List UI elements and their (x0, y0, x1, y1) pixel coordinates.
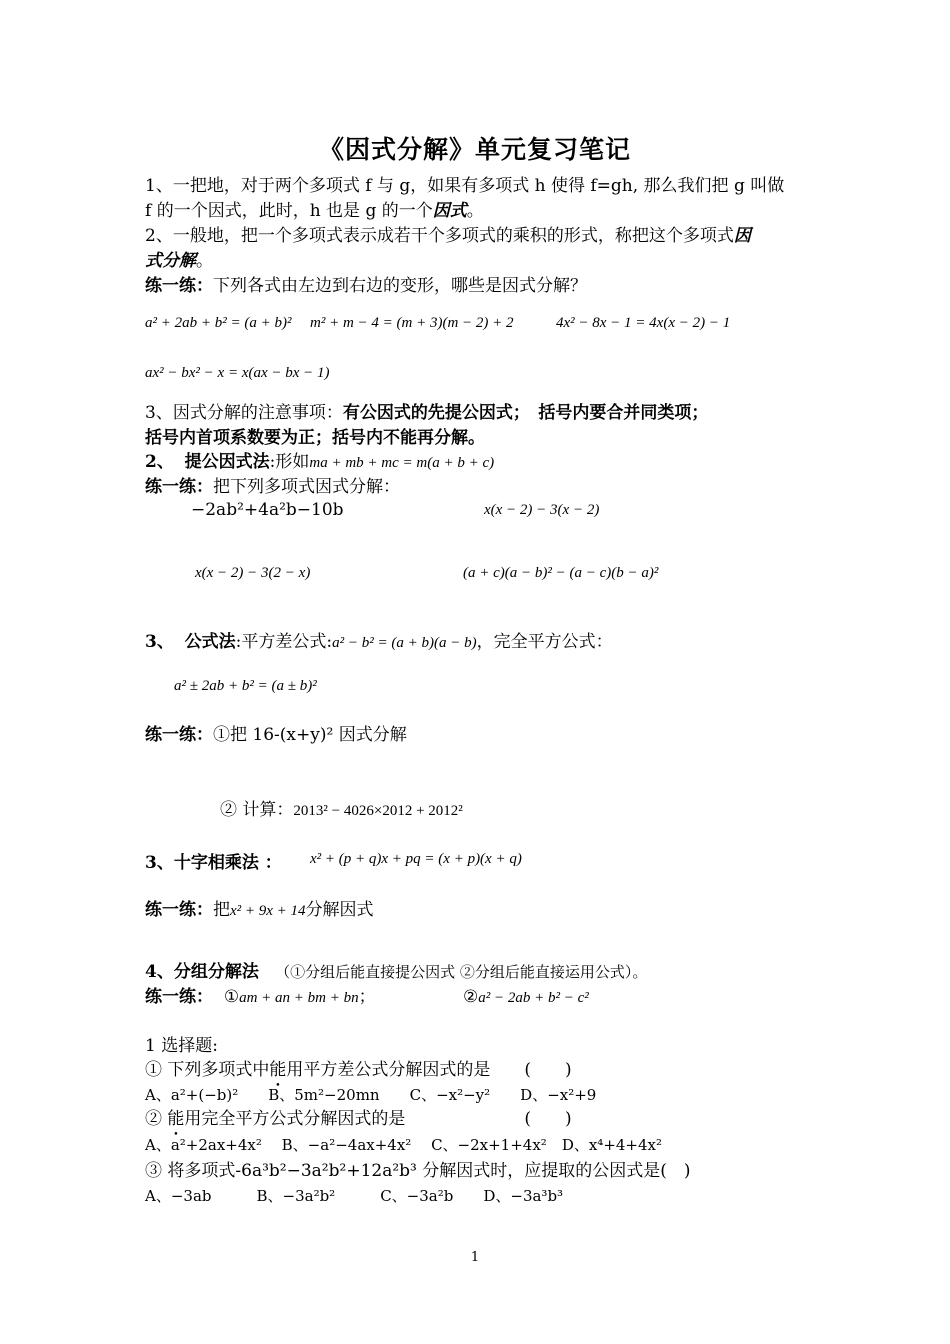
method-2-name: 公式法 (184, 632, 236, 652)
practice-1 (145, 276, 587, 297)
question-2-emphasis: 能 (167, 1109, 185, 1129)
definition-1-line-2 (145, 201, 484, 222)
notes-rules-2: 括号内首项系数要为正；括号内不能再分解。 (145, 428, 485, 448)
method-2-mid-text: ，完全平方公式： (476, 632, 613, 652)
practice-5-b-expression: a² − 2ab + b² − c² (478, 990, 589, 1006)
difference-of-squares-formula: a² − b² = (a + b)(a − b) (332, 635, 477, 651)
practice-5-a-end: ； (358, 987, 376, 1007)
method-2-heading (145, 632, 613, 653)
definition-1-line-1: 1、一把地，对于两个多项式 f 与 g，如果有多项式 h 使得 f=gh, 那么我们把 g 叫做 (145, 176, 785, 196)
practice-3-compute-expression: 2013² − 4026×2012 + 2012² (293, 803, 463, 819)
term-factorization-part-a: 因 (733, 226, 751, 246)
term-factorization-part-b: 式分解 (145, 251, 196, 271)
definition-2-end: 。 (196, 251, 213, 271)
practice-3-question-1: ①把 16-(x+y)² 因式分解 (213, 725, 407, 745)
notes-line-1 (145, 403, 708, 424)
practice-2 (145, 477, 400, 498)
practice-label: 练一练： (145, 276, 213, 296)
method-4-heading (145, 962, 647, 983)
practice-label: 练一练： (145, 900, 213, 920)
perfect-square-formula: a² ± 2ab + b² = (a ± b)² (174, 678, 317, 694)
practice-label: 练一练： (145, 477, 213, 497)
method-4-name: 4、分组分解法 (145, 962, 259, 982)
question-2-pre: ② (145, 1109, 168, 1129)
question-1-emphasis: 能 (269, 1060, 287, 1080)
definition-1-end: 。 (466, 201, 484, 221)
practice-3-compute-label: ② 计算： (220, 800, 294, 820)
question-3-options: A、−3ab B、−3a²b² C、−3a²b D、−3a³b³ (145, 1187, 564, 1205)
definition-2-text: 2、一般地，把一个多项式表示成若干个多项式的乘积的形式，称把这个多项式 (145, 226, 734, 246)
definition-2-line-1 (145, 226, 751, 247)
question-2 (145, 1109, 572, 1130)
practice-1-question: 下列各式由左边到右边的变形，哪些是因式分解？ (213, 276, 587, 296)
practice-2-item-b: x(x − 2) − 3(x − 2) (484, 502, 600, 518)
equation-1: a² + 2ab + b² = (a + b)² (145, 315, 292, 331)
question-1-pre: ① 下列多项式中 (145, 1060, 270, 1080)
practice-4-pre: 把 (213, 900, 230, 920)
practice-5-b-marker: ② (463, 987, 479, 1007)
practice-5-b (463, 987, 589, 1008)
practice-3 (145, 725, 407, 746)
page-title: 《因式分解》单元复习笔记 (318, 135, 631, 164)
question-1-post: 用平方差公式分解因式的是 ( ) (286, 1060, 572, 1080)
practice-5-a-expression: am + an + bm + bn (239, 990, 359, 1006)
equation-2: m² + m − 4 = (m + 3)(m − 2) + 2 (310, 315, 514, 331)
method-2-desc: :平方差公式: (235, 632, 333, 652)
method-3-name: 3、十字相乘法 ： (145, 853, 282, 873)
notes-rules-1: 有公因式的先提公因式； 括号内要合并同类项； (342, 403, 709, 423)
definition-1-text: f 的一个因式，此时，h 也是 g 的一个 (145, 201, 433, 221)
method-1-desc: :形如 (269, 452, 310, 472)
method-1-heading (145, 452, 494, 473)
multiple-choice-heading: 1 选择题: (145, 1036, 218, 1056)
practice-3-question-2 (220, 800, 463, 821)
question-2-post: 用完全平方公式分解因式的是 ( ) (184, 1109, 572, 1129)
practice-label: 练一练： (145, 725, 213, 745)
definition-2-line-2 (145, 251, 213, 272)
question-1-options: A、a²+(−b)² B、5m²−20mn C、−x²−y² D、−x²+9 (145, 1086, 597, 1104)
method-4-note: （①分组后能直接提公因式 ②分组后能直接运用公式）。 (275, 963, 648, 981)
equation-4: ax² − bx² − x = x(ax − bx − 1) (145, 365, 330, 381)
practice-2-question: 把下列多项式因式分解： (213, 477, 400, 497)
question-3: ③ 将多项式-6a³b²−3a²b²+12a²b³ 分解因式时，应提取的公因式是( ) (145, 1161, 691, 1181)
question-1 (145, 1060, 572, 1081)
practice-4-expression: x² + 9x + 14 (230, 903, 306, 919)
method-1-name: 提公因式法 (184, 452, 270, 472)
practice-5-a-marker: ① (223, 987, 240, 1007)
practice-4-post: 分解因式 (305, 900, 374, 920)
practice-4 (145, 900, 374, 921)
page-number: 1 (470, 1250, 480, 1265)
practice-2-item-a: −2ab²+4a²b−10b (191, 500, 344, 520)
practice-5 (145, 987, 376, 1008)
method-3-formula: x² + (p + q)x + pq = (x + p)(x + q) (310, 851, 522, 867)
method-3-heading (145, 853, 282, 874)
method-1-number: 2、 (145, 452, 174, 472)
notes-heading: 3、因式分解的注意事项： (145, 403, 343, 423)
method-2-number: 3、 (145, 632, 174, 652)
question-2-options: A、a²+2ax+4x² B、−a²−4ax+4x² C、−2x+1+4x² D、x⁴+4+4x² (145, 1136, 663, 1154)
equation-3: 4x² − 8x − 1 = 4x(x − 2) − 1 (556, 315, 731, 331)
practice-2-item-d: (a + c)(a − b)² − (a − c)(b − a)² (463, 565, 659, 581)
practice-label: 练一练： (145, 987, 213, 1007)
method-1-formula: ma + mb + mc = m(a + b + c) (309, 455, 495, 471)
term-factor: 因式 (432, 201, 467, 221)
practice-2-item-c: x(x − 2) − 3(2 − x) (195, 565, 311, 581)
